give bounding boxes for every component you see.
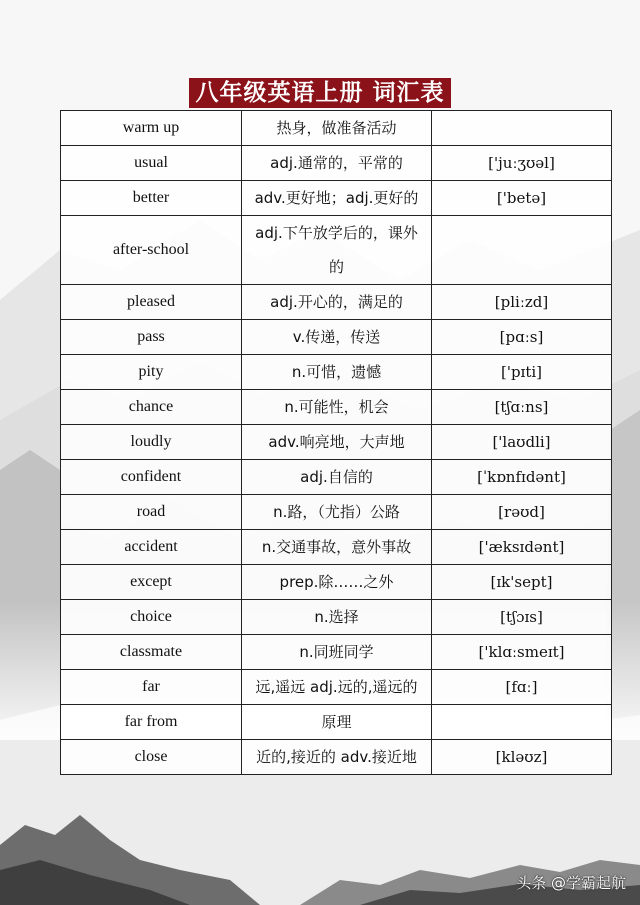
phonetic-cell: [ɪk'sept] (432, 565, 612, 600)
word-cell: far from (61, 705, 242, 740)
meaning-cell: 原理 (242, 705, 432, 740)
phonetic-cell: ['betə] (432, 181, 612, 216)
word-cell: confident (61, 460, 242, 495)
word-cell: better (61, 181, 242, 216)
table-row (61, 425, 612, 460)
table-row (61, 111, 612, 146)
vocabulary-table (60, 110, 612, 775)
word-cell: far (61, 670, 242, 705)
meaning-cell: adv.响亮地，大声地 (242, 425, 432, 460)
word-cell: pleased (61, 285, 242, 320)
meaning-cell: n.交通事故，意外事故 (242, 530, 432, 565)
phonetic-cell: ['æksɪdənt] (432, 530, 612, 565)
word-cell: close (61, 740, 242, 775)
word-cell: warm up (61, 111, 242, 146)
table-row (61, 495, 612, 530)
phonetic-cell: ['pɪti] (432, 355, 612, 390)
meaning-cell: 远,遥远 adj.远的,遥远的 (242, 670, 432, 705)
table-row (61, 740, 612, 775)
table-row (61, 635, 612, 670)
meaning-cell: adj.开心的，满足的 (242, 285, 432, 320)
phonetic-cell: [tʃɔɪs] (432, 600, 612, 635)
word-cell: usual (61, 146, 242, 181)
meaning-cell: n.路，（尤指）公路 (242, 495, 432, 530)
meaning-cell: adv.更好地；adj.更好的 (242, 181, 432, 216)
word-cell: except (61, 565, 242, 600)
word-cell: accident (61, 530, 242, 565)
meaning-cell: adj.下午放学后的，课外的 (242, 216, 432, 285)
word-cell: pity (61, 355, 242, 390)
table-row (61, 670, 612, 705)
title-area (0, 78, 640, 108)
meaning-cell: n.可能性，机会 (242, 390, 432, 425)
phonetic-cell: [rəʊd] (432, 495, 612, 530)
table-row (61, 705, 612, 740)
phonetic-cell (432, 111, 612, 146)
word-cell: choice (61, 600, 242, 635)
meaning-cell: n.可惜，遗憾 (242, 355, 432, 390)
meaning-cell: prep.除……之外 (242, 565, 432, 600)
phonetic-cell: [kləʊz] (432, 740, 612, 775)
table-row (61, 285, 612, 320)
page-title: 八年级英语上册 词汇表 (189, 78, 450, 108)
table-row (61, 181, 612, 216)
phonetic-cell: [fɑː] (432, 670, 612, 705)
table-row (61, 146, 612, 181)
phonetic-cell (432, 216, 612, 285)
word-cell: classmate (61, 635, 242, 670)
word-cell: road (61, 495, 242, 530)
meaning-cell: v.传递，传送 (242, 320, 432, 355)
table-row (61, 530, 612, 565)
vocabulary-table-body (61, 111, 612, 775)
meaning-cell: adj.通常的，平常的 (242, 146, 432, 181)
phonetic-cell: ['juːʒʊəl] (432, 146, 612, 181)
watermark: 头条 @学霸起航 (516, 874, 626, 892)
meaning-cell: 热身，做准备活动 (242, 111, 432, 146)
phonetic-cell: [pliːzd] (432, 285, 612, 320)
meaning-cell: adj.自信的 (242, 460, 432, 495)
table-row (61, 460, 612, 495)
phonetic-cell: [ˈkɒnfɪdənt] (432, 460, 612, 495)
meaning-cell: n.选择 (242, 600, 432, 635)
table-row (61, 320, 612, 355)
table-row (61, 390, 612, 425)
table-row (61, 565, 612, 600)
table-row (61, 216, 612, 285)
meaning-cell: n.同班同学 (242, 635, 432, 670)
word-cell: after-school (61, 216, 242, 285)
word-cell: chance (61, 390, 242, 425)
meaning-cell: 近的,接近的 adv.接近地 (242, 740, 432, 775)
word-cell: pass (61, 320, 242, 355)
phonetic-cell: [pɑːs] (432, 320, 612, 355)
word-cell: loudly (61, 425, 242, 460)
phonetic-cell (432, 705, 612, 740)
table-row (61, 600, 612, 635)
phonetic-cell: ['klɑːsmeɪt] (432, 635, 612, 670)
phonetic-cell: [tʃɑːns] (432, 390, 612, 425)
table-row (61, 355, 612, 390)
phonetic-cell: ['laʊdli] (432, 425, 612, 460)
